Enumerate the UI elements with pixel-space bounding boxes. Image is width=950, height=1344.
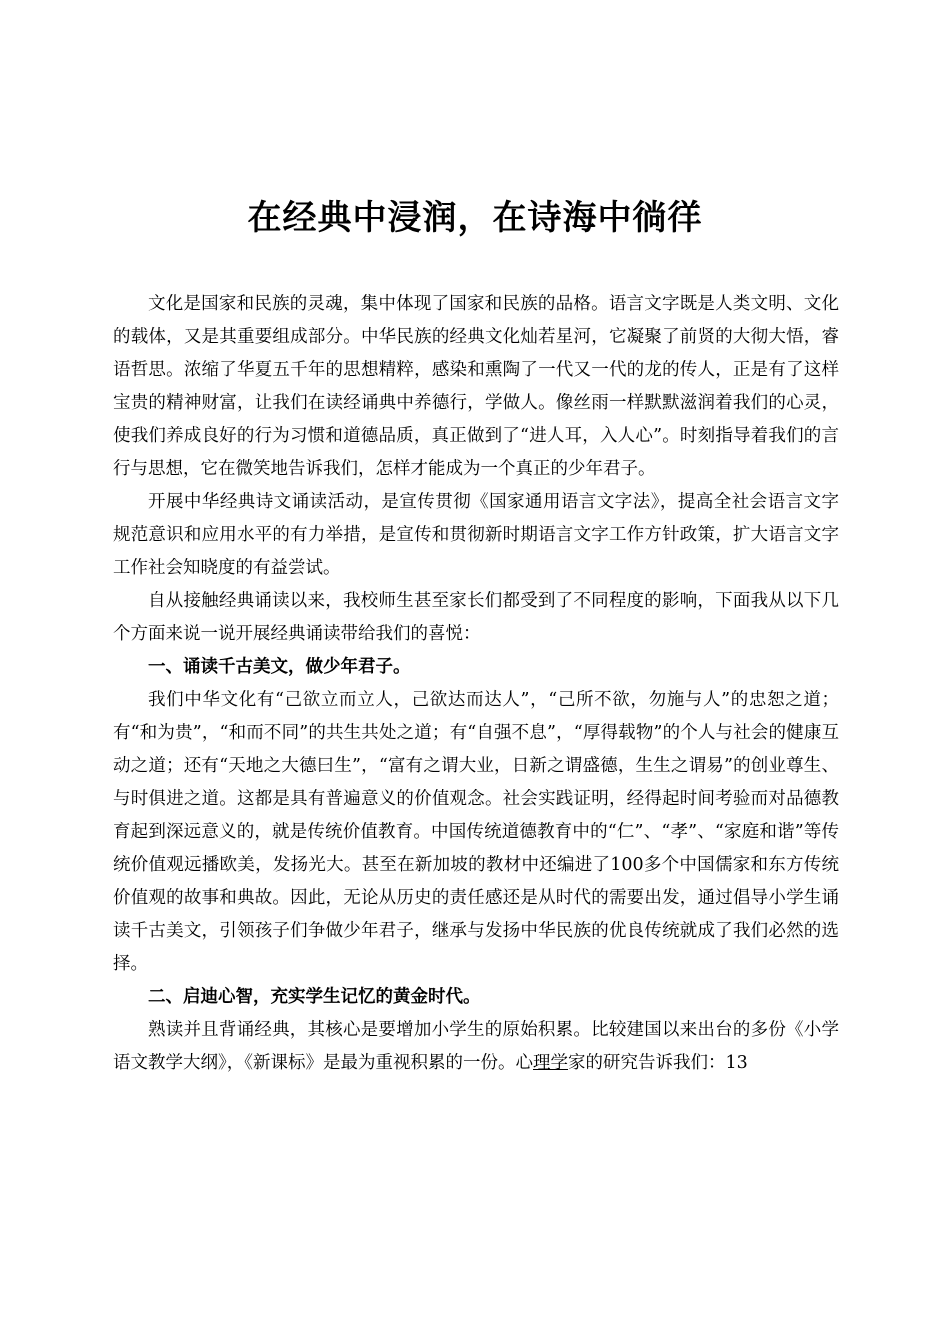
section-heading-2: 二、启迪心智，充实学生记忆的黄金时代。 xyxy=(148,987,481,1007)
document-body xyxy=(113,288,839,1080)
underlined-link-text: 理学 xyxy=(533,1053,568,1073)
paragraph-activity: 开展中华经典诗文诵读活动，是宣传贯彻《国家通用语言文字法》，提高全社会语言文字规范意识和应用水平的有力举措，是宣传和贯彻新时期语言文字工作方针政策，扩大语言文字工作社会知晓度的有益尝试。 xyxy=(113,492,839,578)
paragraph-intro: 文化是国家和民族的灵魂，集中体现了国家和民族的品格。语言文字既是人类文明、文化的载体，又是其重要组成部分。中华民族的经典文化灿若星河，它凝聚了前贤的大彻大悟，睿语哲思。浓缩了华夏五千年的思想精粹，感染和熏陶了一代又一代的龙的传人，正是有了这样宝贵的精神财富，让我们在读经诵典中养德行，学做人。像丝雨一样默默滋润着我们的心灵，使我们养成良好的行为习惯和道德品质，真正做到了“进人耳，入人心”。时刻指导着我们的言行与思想，它在微笑地告诉我们，怎样才能成为一个真正的少年君子。 xyxy=(113,294,839,479)
paragraph-memory-text: 熟读并且背诵经典，其核心是要增加小学生的原始积累。比较建国以来出台的多份《小学语文教学大纲》，《新课标》是最为重视积累的一份。心 xyxy=(113,1020,839,1073)
section-heading-1: 一、诵读千古美文，做少年君子。 xyxy=(148,657,411,677)
paragraph-memory xyxy=(113,1014,839,1080)
paragraph-values: 我们中华文化有“己欲立而立人，己欲达而达人”，“己所不欲，勿施与人”的忠恕之道；有“和为贵”，“和而不同”的共生共处之道；有“自强不息”，“厚得载物”的个人与社会的健康互动之道；还有“天地之大德曰生”，“富有之谓大业，日新之谓盛德，生生之谓易”的创业尊生、与时俱进之道。这都是具有普遍意义的价值观念。社会实践证明，经得起时间考验而对品德教育起到深远意义的，就是传统价值教育。中国传统道德教育中的“仁”、“孝”、“家庭和谐”等传统价值观远播欧美，发扬光大。甚至在新加坡的教材中还编进了100多个中国儒家和东方传统价值观的故事和典故。因此，无论从历史的责任感还是从时代的需要出发，通过倡导小学生诵读千古美文，引领孩子们争做少年君子，继承与发扬中华民族的优良传统就成了我们必然的选择。 xyxy=(113,690,839,974)
paragraph-memory-text-end: 家的研究告诉我们：13 xyxy=(568,1053,748,1073)
paragraph-effects: 自从接触经典诵读以来，我校师生甚至家长们都受到了不同程度的影响，下面我从以下几个方面来说一说开展经典诵读带给我们的喜悦： xyxy=(113,591,839,644)
document-title: 在经典中浸润，在诗海中徜徉 xyxy=(247,198,703,238)
